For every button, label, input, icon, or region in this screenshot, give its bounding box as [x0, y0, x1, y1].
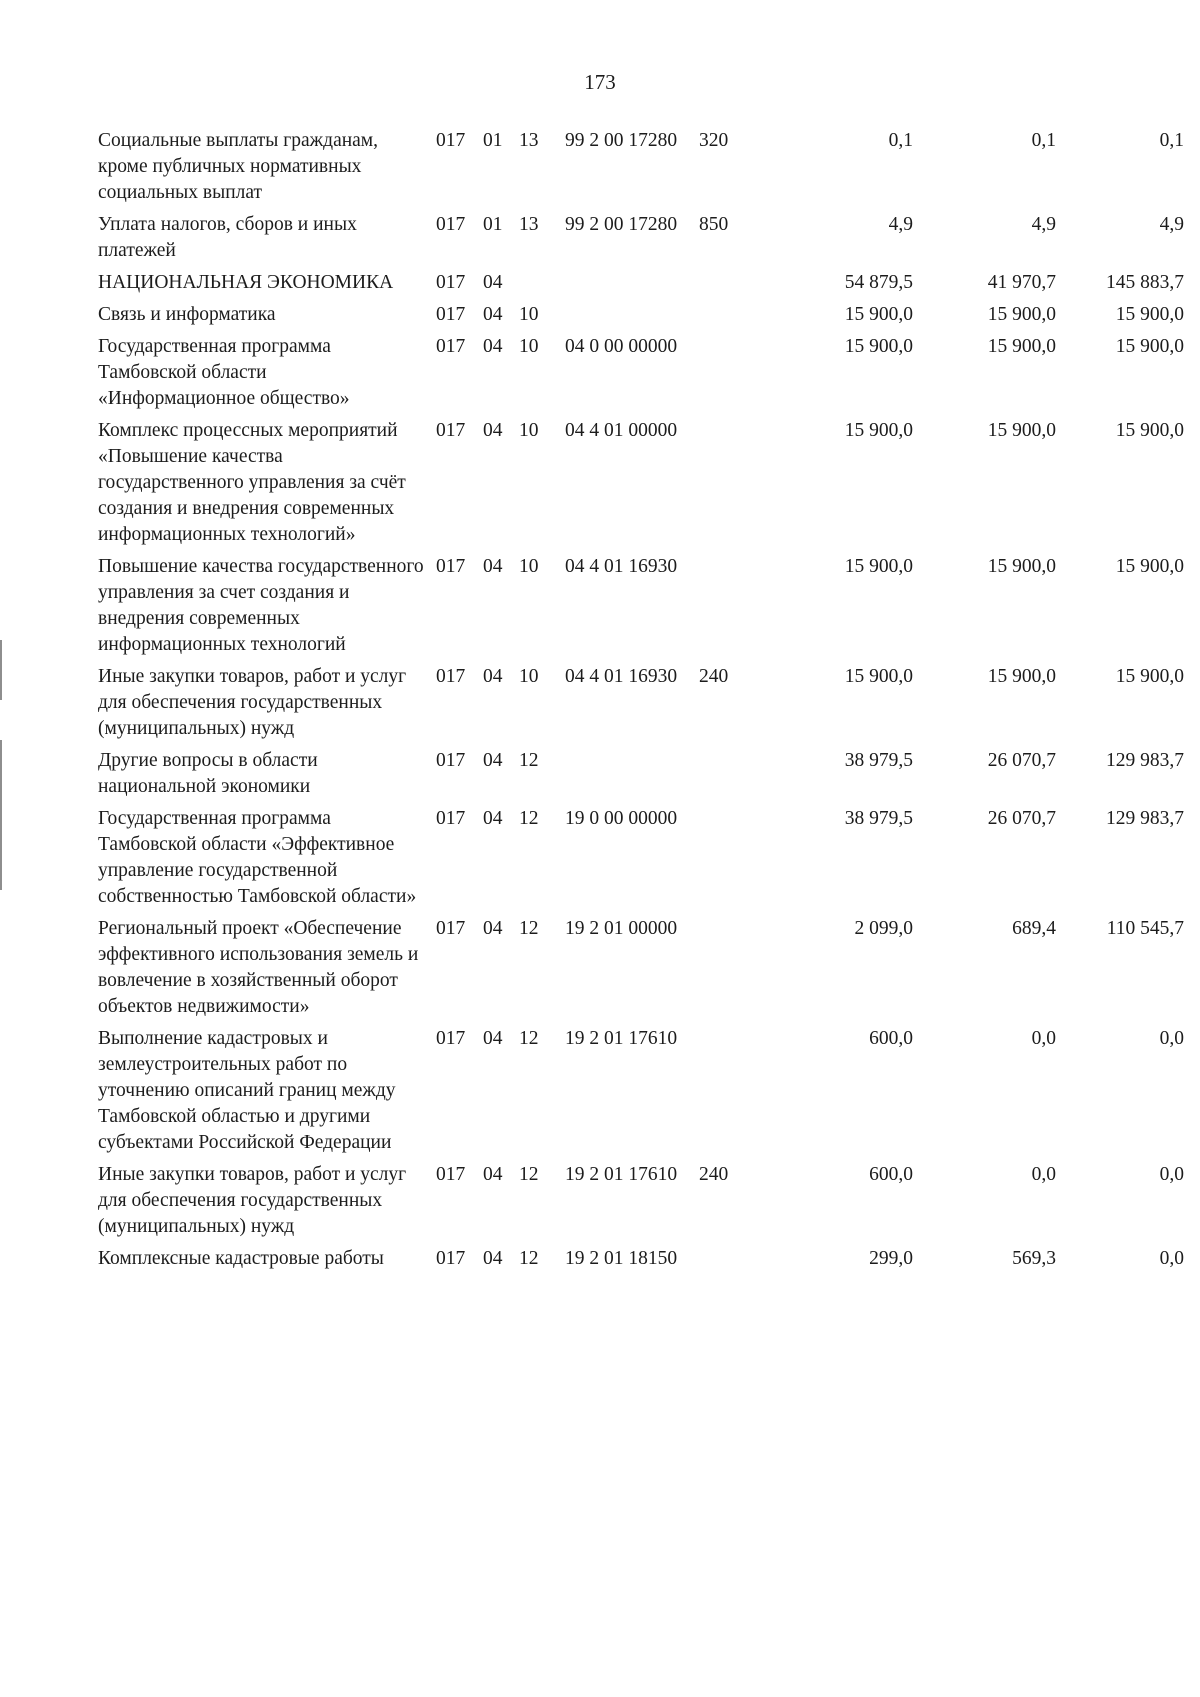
- agency-code: 017: [436, 130, 466, 151]
- expense-type-code: 240: [699, 1164, 729, 1185]
- agency-code: 017: [436, 918, 466, 939]
- amount-year-3: 0,0: [1159, 1248, 1184, 1269]
- row-name: Государственная программа Тамбовской области «Эффективное управление государственной собственностью Тамбовской области»: [98, 808, 417, 907]
- amount-year-2: 0,0: [1031, 1028, 1056, 1049]
- agency-code: 017: [436, 808, 466, 829]
- row-name: Уплата налогов, сборов и иных платежей: [98, 214, 357, 261]
- section-code: 04: [483, 808, 503, 829]
- amount-year-1: 15 900,0: [844, 304, 913, 325]
- target-article-code: 04 4 01 00000: [565, 420, 678, 441]
- row-name: Связь и информатика: [98, 304, 276, 325]
- amount-year-1: 4,9: [888, 214, 913, 235]
- table-row: [98, 302, 1184, 334]
- amount-year-1: 38 979,5: [844, 808, 913, 829]
- target-article-code: 04 4 01 16930: [565, 556, 678, 577]
- table-row: [98, 554, 1184, 664]
- section-code: 04: [483, 1028, 503, 1049]
- amount-year-3: 0,1: [1159, 130, 1184, 151]
- row-name: Социальные выплаты гражданам, кроме публичных нормативных социальных выплат: [98, 130, 379, 203]
- target-article-code: 04 0 00 00000: [565, 336, 678, 357]
- table-row: [98, 1162, 1184, 1246]
- subsection-code: 13: [519, 130, 539, 151]
- section-code: 04: [483, 918, 503, 939]
- amount-year-2: 15 900,0: [987, 556, 1056, 577]
- table-row: [98, 748, 1184, 806]
- subsection-code: 12: [519, 918, 539, 939]
- expense-type-code: 240: [699, 666, 729, 687]
- amount-year-3: 145 883,7: [1106, 272, 1184, 293]
- amount-year-3: 0,0: [1159, 1164, 1184, 1185]
- section-code: 04: [483, 272, 503, 293]
- row-name: Иные закупки товаров, работ и услуг для обеспечения государственных (муниципальных) нужд: [98, 1164, 407, 1237]
- amount-year-3: 15 900,0: [1115, 420, 1184, 441]
- table-row: [98, 664, 1184, 748]
- subsection-code: 10: [519, 420, 539, 441]
- amount-year-2: 4,9: [1031, 214, 1056, 235]
- section-code: 04: [483, 304, 503, 325]
- amount-year-2: 15 900,0: [987, 420, 1056, 441]
- amount-year-1: 15 900,0: [844, 420, 913, 441]
- amount-year-1: 15 900,0: [844, 556, 913, 577]
- table-row: [98, 212, 1184, 270]
- table-row: [98, 806, 1184, 916]
- agency-code: 017: [436, 336, 466, 357]
- scan-edge-mark: [0, 640, 2, 700]
- table-row: [98, 270, 1184, 302]
- amount-year-3: 129 983,7: [1106, 808, 1184, 829]
- section-code: 01: [483, 130, 503, 151]
- target-article-code: 99 2 00 17280: [565, 214, 678, 235]
- row-name: Выполнение кадастровых и землеустроительных работ по уточнению описаний границ между Тамбовской областью и другими субъектами Российской Федерации: [98, 1028, 396, 1153]
- amount-year-2: 0,1: [1031, 130, 1056, 151]
- table-row: [98, 1246, 1184, 1278]
- agency-code: 017: [436, 666, 466, 687]
- section-code: 04: [483, 420, 503, 441]
- section-code: 01: [483, 214, 503, 235]
- amount-year-3: 0,0: [1159, 1028, 1184, 1049]
- amount-year-3: 15 900,0: [1115, 666, 1184, 687]
- amount-year-2: 26 070,7: [987, 750, 1056, 771]
- section-code: 04: [483, 666, 503, 687]
- row-name: НАЦИОНАЛЬНАЯ ЭКОНОМИКА: [98, 272, 394, 293]
- amount-year-1: 38 979,5: [844, 750, 913, 771]
- amount-year-3: 15 900,0: [1115, 304, 1184, 325]
- subsection-code: 10: [519, 336, 539, 357]
- subsection-code: 12: [519, 1028, 539, 1049]
- amount-year-2: 41 970,7: [987, 272, 1056, 293]
- budget-table: [98, 128, 1184, 1278]
- agency-code: 017: [436, 556, 466, 577]
- amount-year-1: 0,1: [888, 130, 913, 151]
- target-article-code: 19 2 01 17610: [565, 1164, 678, 1185]
- amount-year-2: 15 900,0: [987, 666, 1056, 687]
- subsection-code: 12: [519, 750, 539, 771]
- subsection-code: 10: [519, 556, 539, 577]
- table-row: [98, 916, 1184, 1026]
- amount-year-2: 15 900,0: [987, 304, 1056, 325]
- amount-year-2: 0,0: [1031, 1164, 1056, 1185]
- target-article-code: 04 4 01 16930: [565, 666, 678, 687]
- expense-type-code: 850: [699, 214, 729, 235]
- amount-year-1: 54 879,5: [844, 272, 913, 293]
- section-code: 04: [483, 1164, 503, 1185]
- table-row: [98, 1026, 1184, 1162]
- row-name: Иные закупки товаров, работ и услуг для обеспечения государственных (муниципальных) нужд: [98, 666, 407, 739]
- subsection-code: 13: [519, 214, 539, 235]
- amount-year-2: 26 070,7: [987, 808, 1056, 829]
- table-row: [98, 418, 1184, 554]
- amount-year-3: 15 900,0: [1115, 556, 1184, 577]
- agency-code: 017: [436, 272, 466, 293]
- target-article-code: 19 0 00 00000: [565, 808, 678, 829]
- amount-year-1: 600,0: [869, 1164, 913, 1185]
- expense-type-code: 320: [699, 130, 729, 151]
- amount-year-2: 15 900,0: [987, 336, 1056, 357]
- subsection-code: 12: [519, 808, 539, 829]
- target-article-code: 19 2 01 00000: [565, 918, 678, 939]
- table-row: [98, 128, 1184, 212]
- amount-year-3: 129 983,7: [1106, 750, 1184, 771]
- section-code: 04: [483, 1248, 503, 1269]
- row-name: Государственная программа Тамбовской области «Информационное общество»: [98, 336, 350, 409]
- amount-year-2: 689,4: [1012, 918, 1056, 939]
- target-article-code: 99 2 00 17280: [565, 130, 678, 151]
- agency-code: 017: [436, 420, 466, 441]
- agency-code: 017: [436, 214, 466, 235]
- scan-edge-mark: [0, 740, 2, 890]
- row-name: Комплекс процессных мероприятий «Повышение качества государственного управления за счёт создания и внедрения современных информационных технологий»: [98, 420, 406, 545]
- amount-year-1: 15 900,0: [844, 336, 913, 357]
- row-name: Комплексные кадастровые работы: [98, 1248, 384, 1269]
- section-code: 04: [483, 750, 503, 771]
- subsection-code: 10: [519, 666, 539, 687]
- amount-year-1: 600,0: [869, 1028, 913, 1049]
- subsection-code: 12: [519, 1248, 539, 1269]
- table-row: [98, 334, 1184, 418]
- target-article-code: 19 2 01 18150: [565, 1248, 678, 1269]
- amount-year-1: 299,0: [869, 1248, 913, 1269]
- amount-year-2: 569,3: [1012, 1248, 1056, 1269]
- amount-year-1: 15 900,0: [844, 666, 913, 687]
- agency-code: 017: [436, 1028, 466, 1049]
- amount-year-3: 110 545,7: [1106, 918, 1184, 939]
- amount-year-3: 4,9: [1159, 214, 1184, 235]
- row-name: Другие вопросы в области национальной экономики: [98, 750, 318, 797]
- row-name: Региональный проект «Обеспечение эффективного использования земель и вовлечение в хозяйственный оборот объектов недвижимости»: [98, 918, 419, 1017]
- target-article-code: 19 2 01 17610: [565, 1028, 678, 1049]
- amount-year-3: 15 900,0: [1115, 336, 1184, 357]
- subsection-code: 10: [519, 304, 539, 325]
- amount-year-1: 2 099,0: [854, 918, 913, 939]
- row-name: Повышение качества государственного управления за счет создания и внедрения современных информационных технологий: [98, 556, 424, 655]
- agency-code: 017: [436, 1248, 466, 1269]
- agency-code: 017: [436, 304, 466, 325]
- subsection-code: 12: [519, 1164, 539, 1185]
- section-code: 04: [483, 556, 503, 577]
- agency-code: 017: [436, 750, 466, 771]
- agency-code: 017: [436, 1164, 466, 1185]
- section-code: 04: [483, 336, 503, 357]
- page-number: 173: [584, 70, 616, 94]
